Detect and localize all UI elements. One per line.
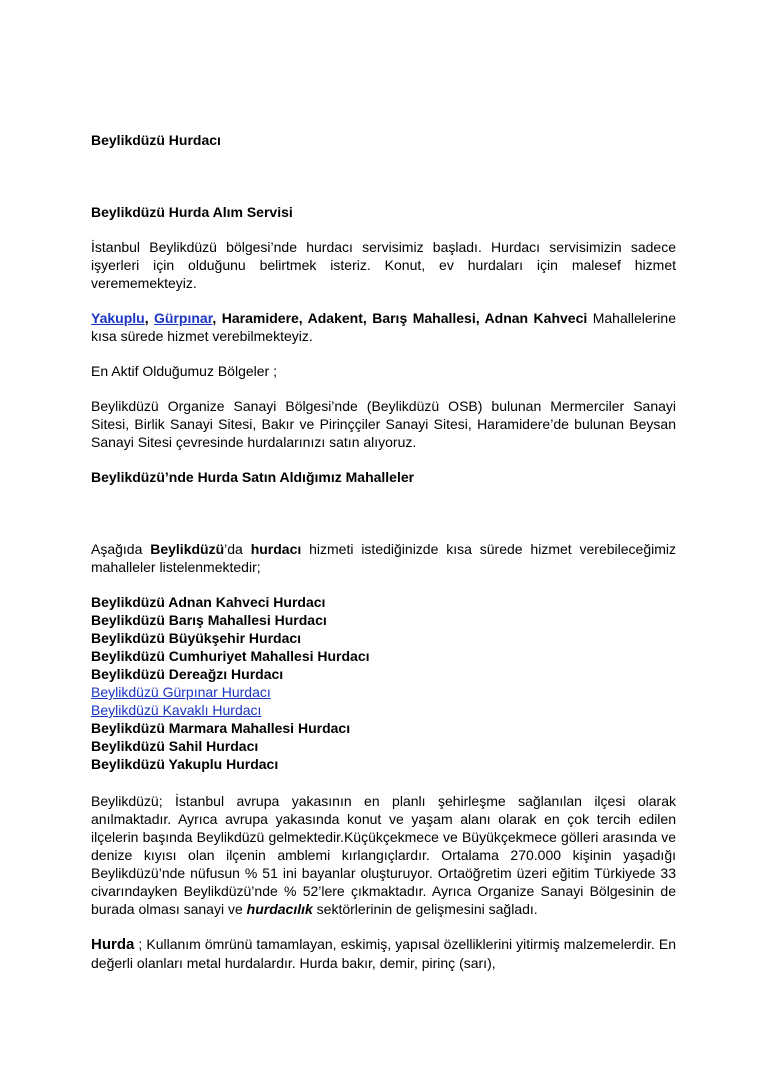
list-intro-bold-beylikduzu: Beylikdüzü: [150, 541, 225, 557]
link-gurpinar[interactable]: Gürpınar: [154, 310, 213, 326]
paragraph-industrial-sites: Beylikdüzü Organize Sanayi Bölgesi’nde (Beylikdüzü OSB) bulunan Mermerciler Sanayi Sitesi, Birlik Sanayi Sitesi, Bakır ve Pirinççiler Sanayi Sitesi, Haramidere’de bulunan Beysan Sanayi Sitesi çevresinde hurdalarınızı satın alıyoruz.: [91, 398, 676, 450]
info-text-2: sektörlerinin de gelişmesini sağladı.: [312, 901, 538, 917]
list-item: Beylikdüzü Büyükşehir Hurdacı: [91, 630, 302, 646]
list-intro-text-3: hizmeti istediğinizde kısa sürede hizmet verebileceğimiz mahalleler listelenmektedir;: [91, 541, 676, 575]
hurda-term: Hurda: [91, 936, 135, 953]
list-intro-bold-hurdaci: hurdacı: [250, 541, 302, 557]
paragraph-service-intro: İstanbul Beylikdüzü bölgesi’nde hurdacı servisimiz başladı. Hurdacı servisimizin sadece işyerleri için olduğunu belirtmek isteriz. Konut, ev hurdaları için malesef hizmet verememekteyiz.: [91, 239, 676, 291]
link-gurpinar-hurdaci[interactable]: Beylikdüzü Gürpınar Hurdacı: [91, 684, 271, 700]
list-item: Beylikdüzü Marmara Mahallesi Hurdacı: [91, 720, 351, 736]
list-intro-text-2: ’da: [224, 541, 251, 557]
document-body: [91, 131, 676, 972]
info-text-1: Beylikdüzü; İstanbul avrupa yakasının en planlı şehirleşme sağlanılan ilçesi olarak anılmaktadır. Ayrıca avrupa yakasında konut ve yaşam alanı olarak en çok tercih edilen ilçelerin başında Beylikdüzü gelmektedir.Küçükçekmece ve Büyükçekmece gölleri arasında ve denize kıyısı olan ilçenin amblemi kırlangıçlardır. Ortalama 270.000 kişinin yaşadığı Beylikdüzü’nde nüfusun % 51 ini bayanlar oluşturuyor. Ortaöğretim üzeri eğitim Türkiyede 33 civarındayken Beylikdüzü’nde % 52’lere çıkmaktadır. Ayrıca Organize Sanayi Bölgesinin de burada olması sanayi ve: [91, 793, 676, 917]
heading-purchased-neighborhoods: Beylikdüzü’nde Hurda Satın Aldığımız Mahalleler: [91, 469, 415, 485]
paragraph-active-regions: En Aktif Olduğumuz Bölgeler ;: [91, 363, 277, 379]
neighborhood-service-text: Mahallelerine kısa sürede hizmet verebilmekteyiz.: [91, 310, 676, 344]
list-item-link-kavakli: [91, 701, 676, 719]
paragraph-beylikduzu-info: [91, 792, 676, 918]
list-item-link-gurpinar: [91, 683, 676, 701]
info-bold-italic-hurdacilik: hurdacılık: [246, 901, 313, 917]
heading-hurda-alim-servisi: Beylikdüzü Hurda Alım Servisi: [91, 204, 293, 220]
document-title: Beylikdüzü Hurdacı: [91, 132, 221, 148]
paragraph-hurda-definition: [91, 935, 676, 972]
list-item: Beylikdüzü Adnan Kahveci Hurdacı: [91, 594, 326, 610]
list-intro-text-1: Aşağıda: [91, 541, 151, 557]
list-item: Beylikdüzü Barış Mahallesi Hurdacı: [91, 612, 327, 628]
list-item: Beylikdüzü Dereağzı Hurdacı: [91, 666, 284, 682]
list-item: Beylikdüzü Cumhuriyet Mahallesi Hurdacı: [91, 648, 370, 664]
bold-neighborhood-list: , Haramidere, Adakent, Barış Mahallesi, Adnan Kahveci: [212, 310, 588, 326]
paragraph-list-intro: [91, 540, 676, 576]
link-yakuplu[interactable]: Yakuplu: [91, 310, 145, 326]
link-kavakli-hurdaci[interactable]: Beylikdüzü Kavaklı Hurdacı: [91, 702, 262, 718]
paragraph-neighborhoods: [91, 309, 676, 345]
hurda-definition-text: ; Kullanım ömrünü tamamlayan, eskimiş, yapısal özelliklerini yitirmiş malzemelerdir. En değerli olanları metal hurdalardır. Hurda bakır, demir, pirinç (sarı),: [91, 936, 676, 971]
list-item: Beylikdüzü Yakuplu Hurdacı: [91, 756, 279, 772]
list-item: Beylikdüzü Sahil Hurdacı: [91, 738, 259, 754]
comma-separator: ,: [144, 310, 149, 326]
neighborhood-list: [91, 593, 676, 773]
